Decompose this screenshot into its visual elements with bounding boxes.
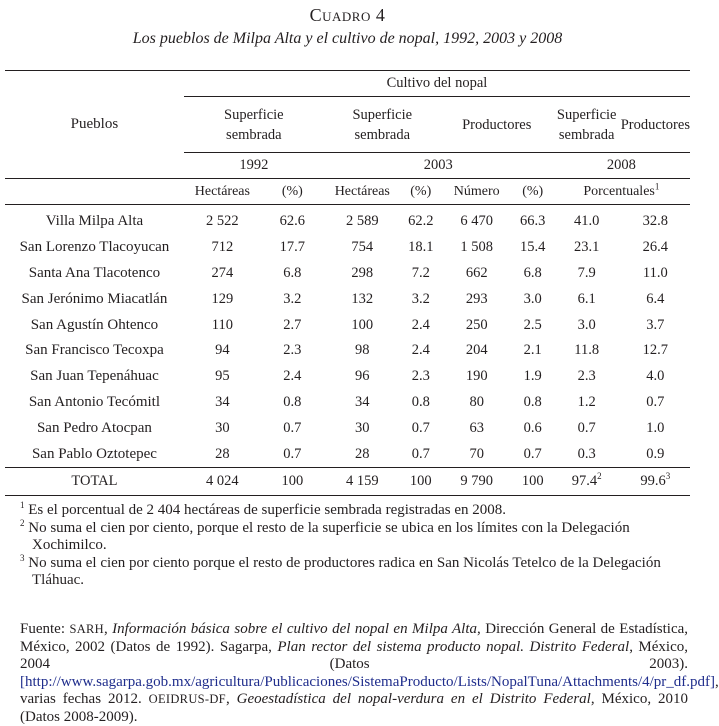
cell-ha1992: 28	[215, 445, 230, 462]
cell-pct2003: 0.7	[411, 445, 430, 462]
table-row	[5, 235, 690, 261]
cell-pct2003: 0.8	[411, 393, 430, 410]
cell-ha2003: 100	[351, 316, 374, 333]
cell-pct1992: 6.8	[283, 264, 302, 281]
cell-pctprod2003: 2.5	[523, 316, 542, 333]
footnote-1: $^1$ Es el porcentual de 2 404 hectáreas de superficie sembrada registradas en 2008.	[20, 500, 506, 518]
cell-pctprod2003: 0.6	[523, 419, 542, 436]
cell-ha2003: 298	[351, 264, 374, 281]
cell-prod2008: 4.0	[646, 368, 665, 385]
cell-pctprod2003: 0.8	[523, 393, 542, 410]
cell-sup2008: 6.1	[577, 290, 596, 307]
cell-pueblo: Villa Milpa Alta	[45, 213, 144, 230]
footnotes	[20, 502, 688, 590]
cell-sup2008: 23.1	[574, 239, 600, 256]
footnote-ref: 2	[597, 471, 602, 482]
unit-porcentuales-2008: Porcentuales$^1$	[553, 179, 690, 205]
cell-ha1992: 2 522	[206, 213, 239, 230]
cell-ha1992: 110	[211, 316, 233, 333]
cell-pctprod2003: 0.7	[523, 445, 542, 462]
unit-hectareas-1992: Hectáreas	[184, 179, 261, 205]
table-caption-number: Cuadro 4	[309, 5, 386, 25]
cell-prod2008: 12.7	[642, 342, 669, 359]
cell-pctprod2003: 2.1	[523, 342, 542, 359]
cell-sup2008: 1.2	[577, 393, 596, 410]
cell-pct1992: 2.7	[283, 316, 302, 333]
unit-numero-2003: Número	[441, 179, 513, 205]
cell-ha1992: 34	[215, 393, 230, 410]
cell-ha1992: 30	[215, 419, 230, 436]
cell-pctprod2003: 6.8	[523, 264, 542, 281]
cell-num2003: 9 790	[441, 467, 513, 495]
footnote-3: $^3$ No suma el cien por ciento porque el resto de productores radica en San Nicolás Tetelco de la Delegación Tláhuac.	[20, 552, 661, 588]
cell-prod2008: 1.0	[646, 419, 665, 436]
cell-num2003: 204	[465, 342, 488, 359]
cell-pct1992: 17.7	[279, 239, 305, 256]
cell-ha2003: 30	[355, 419, 370, 436]
subheader-productores-2003: Productores	[441, 97, 553, 153]
cell-num2003: 190	[465, 368, 488, 385]
data-table	[5, 70, 690, 496]
unit-percent-1992: (%)	[261, 179, 324, 205]
cell-pueblo: San Pedro Atocpan	[36, 419, 152, 436]
cell-ha2003: 34	[355, 393, 370, 410]
cell-num2003: 662	[465, 264, 488, 281]
year-header-1992: 1992	[184, 153, 324, 179]
cell-sup2008: 2.3	[577, 368, 596, 385]
cell-pct2003: 2.3	[411, 368, 430, 385]
table-row	[5, 312, 690, 338]
cell-pctprod2003: 15.4	[520, 239, 546, 256]
cell-pct1992: 100	[261, 467, 324, 495]
table-row	[5, 441, 690, 467]
source-link[interactable]: [http://www.sagarpa.gob.mx/agricultura/Publicaciones/SistemaProducto/Lists/NopalTuna/Attachments/4/pr_df.pdf]	[20, 673, 716, 690]
cell-sup2008: 11.8	[574, 342, 600, 359]
cell-ha2003: 98	[355, 342, 370, 359]
cell-pctprod2003: 100	[513, 467, 553, 495]
table-row	[5, 364, 690, 390]
table-row	[5, 390, 690, 416]
subheader-productores-2008: Productores	[621, 97, 690, 153]
table-row	[5, 415, 690, 441]
cell-ha1992: 94	[215, 342, 230, 359]
cell-pctprod2003: 66.3	[520, 213, 546, 230]
cell-pct1992: 0.7	[283, 445, 302, 462]
cell-num2003: 250	[465, 316, 488, 333]
cell-ha2003: 96	[355, 368, 370, 385]
cell-pct2003: 2.4	[411, 342, 430, 359]
table-row	[5, 338, 690, 364]
cell-sup2008: 97.4$^2$	[553, 467, 621, 495]
cell-ha2003: 4 159	[324, 467, 401, 495]
subheader-superficie-2003: Superficie sembrada	[324, 97, 441, 153]
cell-pct2003: 62.2	[408, 213, 434, 230]
unit-percent-productores-2003: (%)	[513, 179, 553, 205]
year-header-2003: 2003	[324, 153, 553, 179]
source-citation: Fuente: SARH, Información básica sobre el cultivo del nopal en Milpa Alta, Dirección General de Estadística, México, 2002 (Datos de 1992). Sagarpa, Plan rector del sistema producto nopal. Distrito Federal, México, 2004 (Datos 2003). [http://www.sagarpa.gob.mx/agricultura/Publicaciones/SistemaProducto/Lists/NopalTuna/Attachments/4/pr_df.pdf], varias fechas 2012. OEIDRUS-DF, Geoestadística del nopal-verdura en el Distrito Federal, México, 2010 (Datos 2008-2009).	[20, 621, 719, 725]
cell-sup2008: 3.0	[577, 316, 596, 333]
table-row	[5, 286, 690, 312]
table-row	[5, 205, 690, 235]
cell-ha1992: 95	[215, 368, 230, 385]
cell-pct2003: 3.2	[411, 290, 430, 307]
cell-pctprod2003: 3.0	[523, 290, 542, 307]
cell-pueblo: Santa Ana Tlacotenco	[28, 264, 161, 281]
cell-pct1992: 0.7	[283, 419, 302, 436]
cell-sup2008: 7.9	[577, 264, 596, 281]
table-row-total	[5, 467, 690, 495]
subheader-superficie-1992: Superficie sembrada	[184, 97, 324, 153]
table-caption-title: Los pueblos de Milpa Alta y el cultivo de nopal, 1992, 2003 y 2008	[132, 30, 563, 47]
cell-pueblo: San Agustín Ohtenco	[30, 316, 159, 333]
cell-pueblo: San Francisco Tecoxpa	[25, 342, 164, 359]
cell-num2003: 1 508	[460, 239, 494, 256]
cell-pct1992: 62.6	[279, 213, 305, 230]
cell-sup2008: 0.3	[577, 445, 596, 462]
cell-ha1992: 129	[211, 290, 234, 307]
cell-pct2003: 2.4	[411, 316, 430, 333]
cell-pueblo: San Jerónimo Miacatlán	[21, 290, 168, 307]
cell-num2003: 80	[469, 393, 484, 410]
cell-num2003: 6 470	[460, 213, 494, 230]
cell-ha2003: 28	[355, 445, 370, 462]
cell-prod2008: 0.7	[646, 393, 665, 410]
cell-sup2008: 0.7	[577, 419, 596, 436]
table-row	[5, 261, 690, 287]
cell-pct2003: 18.1	[408, 239, 434, 256]
cell-prod2008: 0.9	[646, 445, 665, 462]
cell-prod2008: 3.7	[646, 316, 665, 333]
cell-num2003: 70	[469, 445, 484, 462]
unit-percent-2003: (%)	[401, 179, 441, 205]
cell-pueblo: San Lorenzo Tlacoyucan	[19, 239, 170, 256]
total-label: TOTAL	[5, 467, 184, 495]
cell-prod2008: 26.4	[642, 239, 669, 256]
cell-pct2003: 0.7	[411, 419, 430, 436]
cell-ha1992: 712	[211, 239, 234, 256]
cell-prod2008: 99.6$^3$	[621, 467, 690, 495]
cell-ha2003: 132	[351, 290, 374, 307]
year-header-2008: 2008	[553, 153, 690, 179]
cell-pct1992: 2.4	[283, 368, 302, 385]
cell-ha1992: 274	[211, 264, 234, 281]
cell-pueblo: San Pablo Oztotepec	[31, 445, 157, 462]
cell-pctprod2003: 1.9	[523, 368, 542, 385]
cell-pct2003: 7.2	[411, 264, 430, 281]
cell-pueblo: San Antonio Tecómitl	[28, 393, 161, 410]
unit-hectareas-2003: Hectáreas	[324, 179, 401, 205]
cell-pct1992: 2.3	[283, 342, 302, 359]
cell-sup2008: 41.0	[574, 213, 600, 230]
footnote-ref: 1	[654, 180, 660, 191]
group-header-cultivo: Cultivo del nopal	[184, 71, 690, 97]
cell-num2003: 63	[469, 419, 484, 436]
cell-pct2003: 100	[401, 467, 441, 495]
footnote-2: $^2$ No suma el cien por ciento, porque el resto de la superficie se ubica en los límites con la Delegación Xochimilco.	[20, 517, 630, 553]
cell-num2003: 293	[465, 290, 488, 307]
cell-prod2008: 6.4	[646, 290, 665, 307]
subheader-superficie-2008: Superficie sembrada	[553, 97, 621, 153]
footnote-ref: 3	[665, 471, 671, 482]
cell-prod2008: 11.0	[642, 264, 668, 281]
cell-ha1992: 4 024	[184, 467, 261, 495]
cell-prod2008: 32.8	[642, 213, 669, 230]
cell-ha2003: 754	[351, 239, 374, 256]
cell-pct1992: 0.8	[283, 393, 302, 410]
cell-pct1992: 3.2	[283, 290, 302, 307]
cell-ha2003: 2 589	[345, 213, 379, 230]
column-header-pueblos: Pueblos	[5, 71, 184, 179]
cell-pueblo: San Juan Tepenáhuac	[30, 368, 159, 385]
